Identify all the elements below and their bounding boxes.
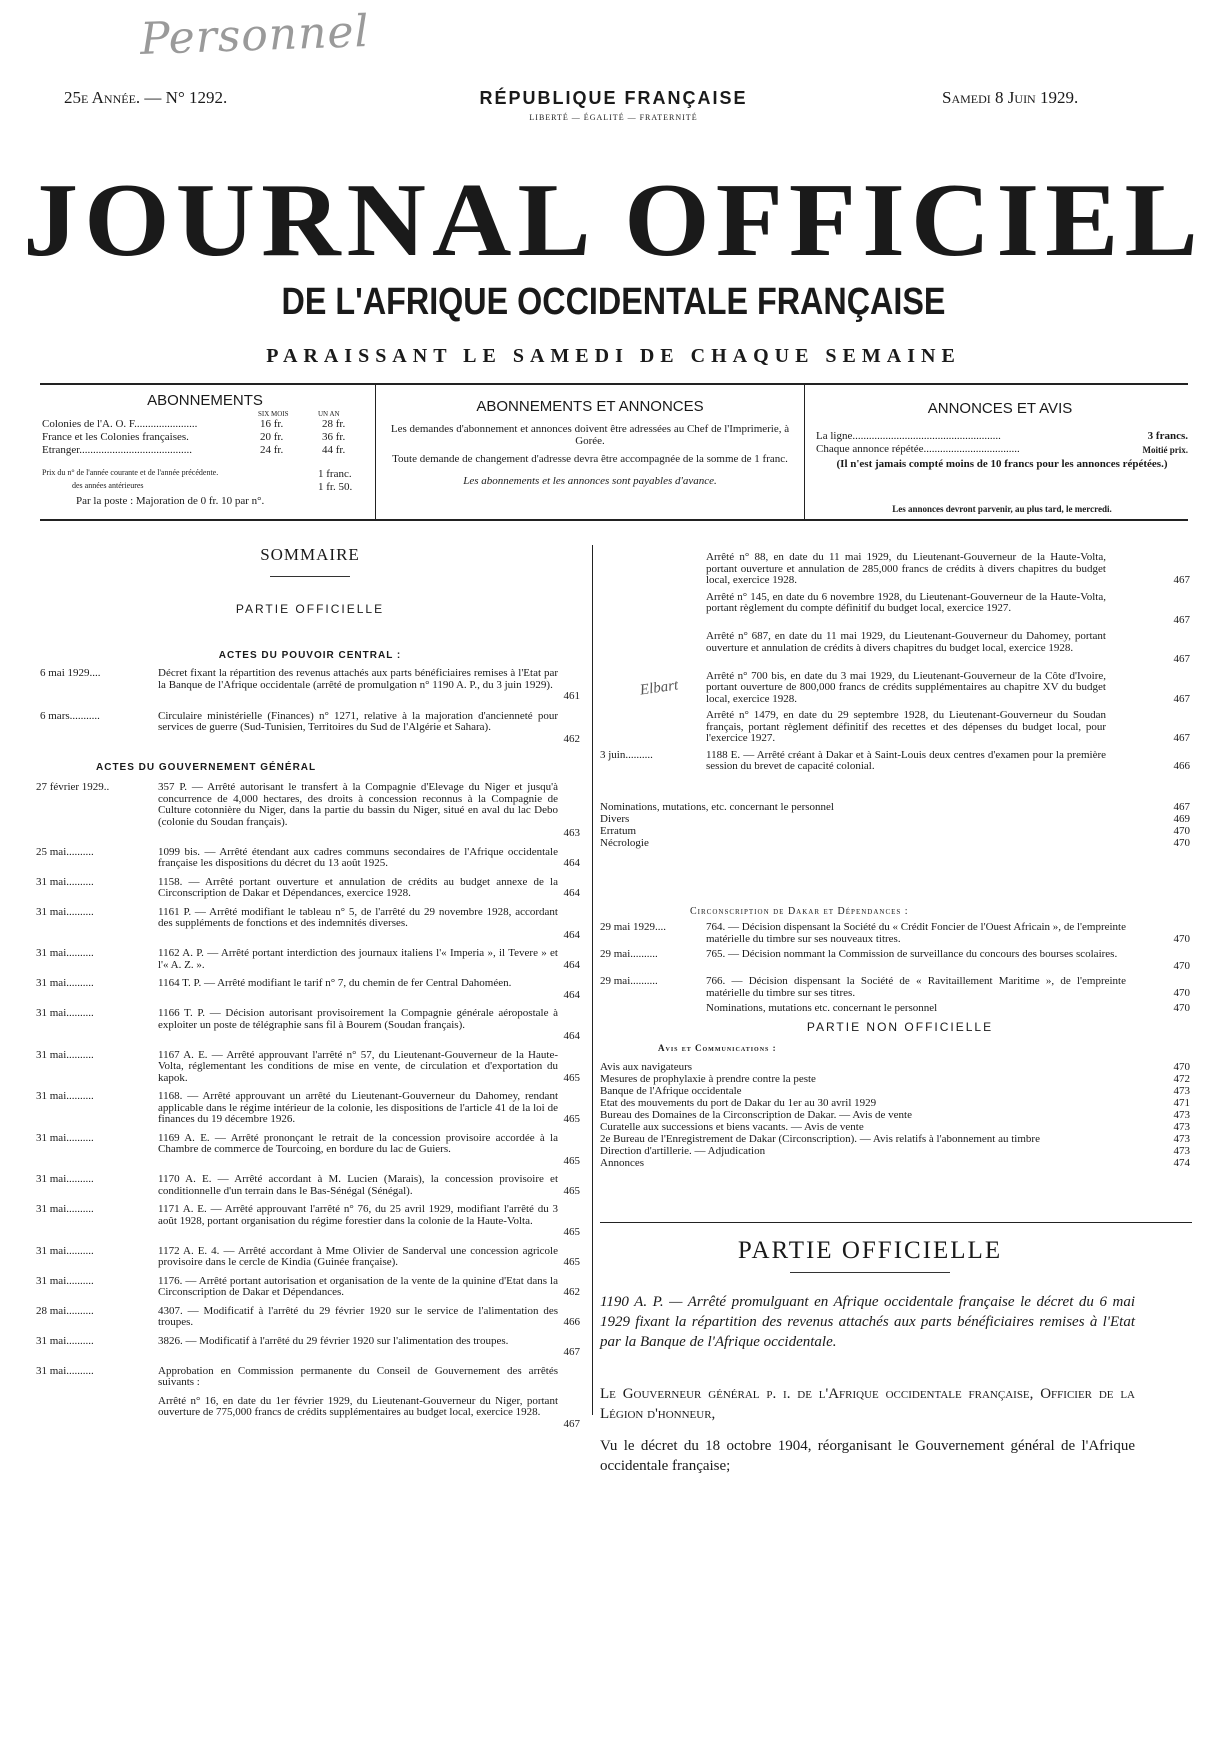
entry-page: 464 bbox=[563, 988, 580, 1001]
entry-text: Arrêté n° 700 bis, en date du 3 mai 1929, du Lieutenant-Gouverneur de la Côte d'Ivoire, portant ouverture de 800,000 francs de crédits supplémentaires au chapitre XV du budget local, exercice 1928. bbox=[706, 669, 1106, 705]
entry-date: 3 juin.......... bbox=[600, 748, 653, 761]
prix-line-2: des années antérieures bbox=[72, 481, 144, 490]
entry-date: 31 mai.......... bbox=[36, 1048, 94, 1061]
entry-page: 469 bbox=[1173, 813, 1190, 825]
tarif-value-1: 3 francs. bbox=[1147, 430, 1188, 442]
misc-entry bbox=[600, 814, 1190, 825]
row-label: Etranger......................................... bbox=[42, 444, 193, 456]
issue-number: 25e Année. — N° 1292. bbox=[64, 88, 228, 107]
row-label: Colonies de l'A. O. F....................... bbox=[42, 418, 198, 430]
general-entry bbox=[36, 1133, 580, 1168]
general-entry bbox=[36, 1174, 580, 1197]
avis-entry bbox=[600, 1062, 1190, 1073]
main-section-rule bbox=[600, 1222, 1192, 1223]
vu-decret-text: Vu le décret du 18 octobre 1904, réorganisant le Gouvernement général de l'Afrique occidentale française; bbox=[600, 1438, 1135, 1474]
entry-text: 1167 A. E. — Arrêté approuvant l'arrêté n° 57, du Lieutenant-Gouverneur de la Haute-Volta, réglementant les conditions de mise en vente, de circulation et d'exportation du kapok. bbox=[158, 1048, 558, 1084]
entry-page: 470 bbox=[1173, 1061, 1190, 1073]
entry-text: 1099 bis. — Arrêté étendant aux cadres communs secondaires de l'Afrique occidentale française les dispositions du décret du 13 août 1925. bbox=[158, 845, 558, 869]
entry-text: Nominations, mutations etc. concernant le personnel bbox=[706, 1002, 938, 1014]
annonces-avis-title: ANNONCES ET AVIS bbox=[927, 400, 1073, 417]
entry-date: 29 mai 1929.... bbox=[600, 921, 666, 933]
tarif-note: (Il n'est jamais compté moins de 10 francs pour les annonces répétées.) bbox=[836, 458, 1168, 470]
entry-label: 2e Bureau de l'Enregistrement de Dakar (Circonscription). — Avis relatifs à l'abonnement au timbre bbox=[600, 1133, 1040, 1145]
entry-page: 467 bbox=[1173, 692, 1190, 705]
abonnement-row bbox=[42, 431, 372, 444]
prix-line-1: Prix du n° de l'année courante et de l'année précédente. bbox=[42, 468, 219, 477]
col-un-an: UN AN bbox=[318, 410, 340, 418]
entry-label: Etat des mouvements du port de Dakar du 1er au 30 avril 1929 bbox=[600, 1097, 877, 1109]
entry-date: 31 mai.......... bbox=[36, 1364, 94, 1377]
entry-page: 470 bbox=[1173, 1002, 1190, 1014]
general-entry bbox=[36, 978, 580, 1001]
entry-label: Curatelle aux successions et biens vacants. — Avis de vente bbox=[600, 1121, 864, 1133]
entry-page: 467 bbox=[1173, 613, 1190, 626]
entry-text: 1172 A. E. 4. — Arrêté accordant à Mme Olivier de Sanderval une concession agricole provisoire dans le cercle de Kindia (Guinée française). bbox=[158, 1244, 558, 1268]
general-entry bbox=[36, 782, 580, 840]
entry-text: Arrêté n° 145, en date du 6 novembre 1928, du Lieutenant-Gouverneur de la Haute-Volta, portant règlement du compte définitif du budget local, exercice 1927. bbox=[706, 590, 1106, 614]
entry-date: 31 mai.......... bbox=[36, 1131, 94, 1144]
general-entry bbox=[36, 1336, 580, 1359]
abonnements-annonces-panel bbox=[380, 398, 800, 487]
entry-page: 473 bbox=[1173, 1085, 1190, 1097]
entry-page: 470 bbox=[1173, 932, 1190, 945]
entry-date: 31 mai.......... bbox=[36, 1274, 94, 1287]
entry-page: 470 bbox=[1173, 986, 1190, 999]
general-entry bbox=[36, 1366, 580, 1389]
entry-text: 766. — Décision dispensant la Société de « Ravitaillement Maritime », de l'empreinte matérielle du timbre sur ses titres. bbox=[706, 975, 1126, 999]
entry-text: 1169 A. E. — Arrêté prononçant le retrait de la concession provisoire accordée à la Chambre de commerce de Tourcoing, en bordure du lac de Guiers. bbox=[158, 1131, 558, 1155]
entry-text: 1166 T. P. — Décision autorisant provisoirement la Compagnie générale aéropostale à exploiter un poste de télégraphie sans fil à Bourem (Soudan français). bbox=[158, 1007, 558, 1031]
avis-entry bbox=[600, 1074, 1190, 1085]
entry-text: 357 P. — Arrêté autorisant le transfert à la Compagnie d'Elevage du Niger et jusqu'à concurrence de 4,000 hectares, des droits à concession reconnus à la Compagnie de Culture cotonnière du Niger, dans la partie du bassin du Niger, situé en aval du lac Debo (colonie du Soudan français). bbox=[158, 781, 558, 828]
entry-page: 465 bbox=[563, 1184, 580, 1197]
panel-text-3: Les abonnements et les annonces sont payables d'avance. bbox=[463, 475, 717, 487]
tarif-footer: Les annonces devront parvenir, au plus tard, le mercredi. bbox=[892, 504, 1112, 514]
entry-text: 4307. — Modificatif à l'arrêté du 29 février 1920 sur le service de l'alimentation des troupes. bbox=[158, 1304, 558, 1328]
row-six: 20 fr. bbox=[260, 431, 284, 443]
general-entry bbox=[36, 1008, 580, 1043]
circ-entry bbox=[600, 922, 1190, 945]
right-entry bbox=[600, 552, 1190, 587]
entry-text: 1176. — Arrêté portant autorisation et organisation de la vente de la quinine d'Etat dans la Circonscription de Dakar et Dépendances. bbox=[158, 1274, 558, 1298]
misc-entry bbox=[600, 802, 1190, 813]
entry-label: Mesures de prophylaxie à prendre contre la peste bbox=[600, 1073, 816, 1085]
entry-date: 25 mai.......... bbox=[36, 845, 94, 858]
panel-text-2: Toute demande de changement d'adresse devra être accompagnée de la somme de 1 franc. bbox=[392, 453, 788, 465]
margin-note: Elbart bbox=[639, 677, 680, 699]
entry-date: 27 février 1929.. bbox=[36, 781, 110, 793]
general-entry bbox=[36, 1050, 580, 1085]
row-an: 28 fr. bbox=[322, 418, 346, 430]
entry-date: 31 mai.......... bbox=[36, 1007, 94, 1019]
general-entry bbox=[36, 1306, 580, 1329]
general-entry bbox=[36, 1246, 580, 1269]
panel-text-1: Les demandes d'abonnement et annonces doivent être adressées au Chef de l'Imprimerie, à Gorée. bbox=[390, 423, 790, 447]
avis-entry bbox=[600, 1122, 1190, 1133]
entry-page: 470 bbox=[1173, 959, 1190, 972]
entry-page: 467 bbox=[1173, 653, 1190, 665]
entry-text: 764. — Décision dispensant la Société du « Crédit Foncier de l'Ouest Africain », de l'empreinte matérielle du timbre sur ses nouveaux titres. bbox=[706, 921, 1126, 945]
entry-label: Banque de l'Afrique occidentale bbox=[600, 1085, 742, 1097]
motto: LIBERTÉ — ÉGALITÉ — FRATERNITÉ bbox=[529, 113, 698, 122]
entry-date: 31 mai.......... bbox=[36, 1173, 94, 1185]
entry-page: 473 bbox=[1173, 1109, 1190, 1121]
general-entry bbox=[36, 1204, 580, 1239]
entry-page: 470 bbox=[1173, 837, 1190, 849]
entry-text: 1168. — Arrêté approuvant un arrêté du Lieutenant-Gouverneur du Dahomey, rendant applicable dans le régime intérieur de la colonie, les dispositions de l'article 41 de la loi de finances du 19 décembre 1926. bbox=[158, 1090, 558, 1125]
box-divider-2 bbox=[804, 385, 805, 519]
annonces-avis-panel bbox=[812, 400, 1188, 514]
avis-entry bbox=[600, 1146, 1190, 1157]
republic-heading: RÉPUBLIQUE FRANÇAISE bbox=[479, 88, 748, 108]
arrete-1190-text: 1190 A. P. — Arrêté promulguant en Afrique occidentale française le décret du 6 mai 1929 fixant la répartition des revenus attachés aux parts bénéficiaires remises à l'Etat par la Banque de l'Afrique occidentale. bbox=[600, 1294, 1135, 1350]
entry-page: 464 bbox=[563, 887, 580, 899]
tarif-line-2: Chaque annonce répétée................................... bbox=[816, 443, 1020, 455]
partie-officielle-heading: PARTIE OFFICIELLE bbox=[235, 602, 385, 616]
poste-note: Par la poste : Majoration de 0 fr. 10 par n°. bbox=[76, 495, 265, 507]
right-entry bbox=[600, 592, 1190, 627]
right-entry bbox=[600, 710, 1190, 745]
right-entry bbox=[600, 750, 1190, 773]
tarif-line-1: La ligne...................................................... bbox=[816, 430, 1001, 442]
entry-text: Circulaire ministérielle (Finances) n° 1271, relative à la majoration d'ancienneté pour services de guerre (Sud-Tunisien, Territoires du Sud de l'Algérie et Sahara). bbox=[158, 709, 558, 733]
entry-text: 1170 A. E. — Arrêté accordant à M. Lucien (Marais), la concession provisoire et conditionnelle d'un terrain dans le Bas-Sénégal (Sénégal). bbox=[158, 1173, 558, 1197]
actes-central-heading: ACTES DU POUVOIR CENTRAL : bbox=[218, 650, 402, 661]
entry-label: Avis aux navigateurs bbox=[600, 1061, 693, 1073]
entry-text: 3826. — Modificatif à l'arrêté du 29 février 1920 sur l'alimentation des troupes. bbox=[158, 1334, 509, 1347]
sommaire-title: SOMMAIRE bbox=[260, 545, 360, 564]
entry-text: Approbation en Commission permanente du Conseil de Gouvernement des arrêtés suivants : bbox=[158, 1364, 558, 1388]
tarif-value-2: Moitié prix. bbox=[1142, 445, 1188, 455]
row-an: 36 fr. bbox=[322, 431, 346, 443]
entry-page: 473 bbox=[1173, 1145, 1190, 1157]
entry-date: 6 mars........... bbox=[40, 709, 100, 722]
box-top-rule bbox=[40, 383, 1188, 385]
entry-page: 472 bbox=[1173, 1073, 1190, 1085]
tagline: PARAISSANT LE SAMEDI DE CHAQUE SEMAINE bbox=[266, 345, 961, 367]
circ-entry bbox=[600, 1003, 1190, 1015]
prix-value-1: 1 franc. bbox=[318, 468, 352, 480]
entry-date: 28 mai.......... bbox=[36, 1304, 94, 1317]
circ-entry bbox=[600, 949, 1190, 972]
entry-page: 467 bbox=[1173, 801, 1190, 813]
entry-page: 463 bbox=[563, 827, 580, 839]
issue-date: Samedi 8 Juin 1929. bbox=[942, 88, 1079, 107]
entry-text: 1161 P. — Arrêté modifiant le tableau n° 5, de l'arrêté du 29 novembre 1928, accordant des suppléments de fonctions et des indemnités diverses. bbox=[158, 905, 558, 929]
row-six: 16 fr. bbox=[260, 418, 284, 430]
entry-label: Nécrologie bbox=[600, 837, 649, 849]
entry-date: 31 mai.......... bbox=[36, 947, 94, 959]
entry-page: 465 bbox=[563, 1113, 580, 1125]
col-six-mois: SIX MOIS bbox=[258, 410, 289, 418]
abonnement-row bbox=[42, 418, 372, 431]
entry-date: 29 mai.......... bbox=[600, 948, 658, 960]
entry-label: Annonces bbox=[600, 1157, 644, 1169]
entry-date: 31 mai.......... bbox=[36, 1090, 94, 1102]
entry-page: 464 bbox=[563, 1030, 580, 1042]
actes-general-heading: ACTES DU GOUVERNEMENT GÉNÉRAL bbox=[96, 762, 317, 773]
box-divider-1 bbox=[375, 385, 376, 519]
entry-text: Décret fixant la répartition des revenus attachés aux parts bénéficiaires remises à l'Etat par la Banque de l'Afrique occidentale (arrêté de promulgation n° 1190 A. P., du 3 juin 1929). bbox=[158, 667, 558, 691]
entry-date: 6 mai 1929.... bbox=[40, 667, 101, 679]
central-entry bbox=[40, 668, 580, 703]
column-divider bbox=[592, 545, 593, 1415]
entry-date: 31 mai.......... bbox=[36, 875, 94, 888]
partie-officielle-main-title: PARTIE OFFICIELLE bbox=[737, 1237, 1003, 1264]
circonscription-heading: Circonscription de Dakar et Dépendances : bbox=[690, 906, 909, 917]
right-entry bbox=[600, 671, 1190, 706]
entry-page: 465 bbox=[563, 1071, 580, 1084]
entry-date: 31 mai.......... bbox=[36, 905, 94, 918]
avis-entry bbox=[600, 1086, 1190, 1097]
general-entry bbox=[36, 907, 580, 942]
general-entry bbox=[36, 948, 580, 971]
row-an: 44 fr. bbox=[322, 444, 346, 456]
entry-page: 467 bbox=[563, 1417, 580, 1430]
avis-entry bbox=[600, 1134, 1190, 1145]
journal-title: JOURNAL OFFICIEL bbox=[23, 162, 1204, 278]
right-entry bbox=[600, 631, 1190, 666]
central-entry bbox=[40, 711, 580, 746]
entry-label: Divers bbox=[600, 813, 630, 825]
entry-page: 465 bbox=[563, 1256, 580, 1268]
general-entry bbox=[36, 877, 580, 900]
entry-text: 1162 A. P. — Arrêté portant interdiction des journaux italiens l'« Imperia », il Tevere » et l'« A. Z. ». bbox=[158, 947, 558, 971]
row-six: 24 fr. bbox=[260, 444, 284, 456]
entry-page: 461 bbox=[563, 690, 580, 702]
entry-text: 765. — Décision nommant la Commission de surveillance du concours des bourses scolaires. bbox=[706, 948, 1118, 960]
abonnements-annonces-title: ABONNEMENTS ET ANNONCES bbox=[476, 398, 704, 415]
entry-page: 466 bbox=[1173, 760, 1190, 772]
box-bottom-rule bbox=[40, 519, 1188, 521]
entry-page: 467 bbox=[563, 1346, 580, 1358]
general-entry bbox=[36, 1396, 580, 1431]
entry-date: 31 mai.......... bbox=[36, 1203, 94, 1215]
general-entry bbox=[36, 1276, 580, 1299]
general-entry bbox=[36, 1091, 580, 1126]
main-title-rule bbox=[790, 1272, 950, 1273]
entry-page: 465 bbox=[563, 1154, 580, 1167]
handwritten-annotation: Personnel bbox=[139, 6, 371, 65]
entry-page: 462 bbox=[563, 732, 580, 745]
misc-entry bbox=[600, 826, 1190, 837]
entry-page: 464 bbox=[563, 928, 580, 941]
journal-subtitle: DE L'AFRIQUE OCCIDENTALE FRANÇAISE bbox=[281, 281, 946, 323]
prix-value-2: 1 fr. 50. bbox=[318, 481, 353, 493]
avis-heading: Avis et Communications : bbox=[658, 1043, 777, 1053]
entry-page: 462 bbox=[563, 1286, 580, 1298]
avis-entry bbox=[600, 1158, 1190, 1169]
entry-page: 473 bbox=[1173, 1133, 1190, 1145]
misc-entry bbox=[600, 838, 1190, 849]
entry-page: 474 bbox=[1173, 1157, 1190, 1169]
sommaire-rule bbox=[270, 576, 350, 577]
entry-text: 1164 T. P. — Arrêté modifiant le tarif n° 7, du chemin de fer Central Dahoméen. bbox=[158, 977, 512, 989]
general-entry bbox=[36, 847, 580, 870]
entry-text: Arrêté n° 687, en date du 11 mai 1929, du Lieutenant-Gouverneur du Dahomey, portant ouverture et annulation de crédits à divers chapitres du budget local, exercice 1928. bbox=[706, 630, 1106, 654]
entry-date: 31 mai.......... bbox=[36, 1334, 94, 1347]
entry-label: Erratum bbox=[600, 825, 637, 837]
entry-page: 466 bbox=[563, 1316, 580, 1328]
abonnement-row bbox=[42, 444, 372, 457]
abonnements-panel bbox=[40, 392, 370, 507]
entry-text: 1158. — Arrêté portant ouverture et annulation de crédits au budget annexe de la Circonscription de Dakar et Dépendances, exercice 1928. bbox=[158, 875, 558, 899]
entry-page: 465 bbox=[563, 1226, 580, 1238]
entry-page: 473 bbox=[1173, 1121, 1190, 1133]
entry-text: Arrêté n° 1479, en date du 29 septembre 1928, du Lieutenant-Gouverneur du Soudan français, portant règlement définitif des recettes et des dépenses du budget local, pour l'exercice 1927. bbox=[706, 709, 1106, 744]
entry-page: 470 bbox=[1173, 825, 1190, 837]
entry-page: 467 bbox=[1173, 732, 1190, 744]
entry-text: Arrêté n° 16, en date du 1er février 1929, du Lieutenant-Gouverneur du Niger, portant ouverture de 775,000 francs de crédits supplémentaires au budget local, exercice 1928. bbox=[158, 1394, 558, 1418]
entry-page: 471 bbox=[1173, 1097, 1190, 1109]
entry-text: 1171 A. E. — Arrêté approuvant l'arrêté n° 76, du 25 avril 1929, modifiant l'arrêté du 3 août 1928, portant organisation du régime forestier dans la colonie de la Haute-Volta. bbox=[158, 1203, 558, 1227]
gouverneur-text: Le Gouverneur général p. i. de l'Afrique occidentale française, Officier de la Légion d'honneur, bbox=[600, 1386, 1135, 1422]
abonnements-title: ABONNEMENTS bbox=[147, 392, 263, 409]
row-label: France et les Colonies françaises. bbox=[42, 431, 189, 443]
entry-date: 29 mai.......... bbox=[600, 975, 658, 987]
entry-page: 467 bbox=[1173, 574, 1190, 586]
partie-non-officielle-heading: PARTIE NON OFFICIELLE bbox=[806, 1020, 994, 1034]
entry-text: 1188 E. — Arrêté créant à Dakar et à Saint-Louis deux centres d'examen pour la première session du brevet de capacité colonial. bbox=[706, 748, 1106, 772]
entry-date: 31 mai.......... bbox=[36, 1244, 94, 1257]
entry-label: Nominations, mutations, etc. concernant le personnel bbox=[600, 801, 834, 813]
entry-page: 464 bbox=[563, 958, 580, 971]
entry-label: Direction d'artillerie. — Adjudication bbox=[600, 1145, 766, 1157]
entry-date: 31 mai.......... bbox=[36, 977, 94, 989]
entry-label: Bureau des Domaines de la Circonscription de Dakar. — Avis de vente bbox=[600, 1109, 912, 1121]
entry-page: 464 bbox=[563, 857, 580, 869]
circ-entry bbox=[600, 976, 1190, 999]
entry-text: Arrêté n° 88, en date du 11 mai 1929, du Lieutenant-Gouverneur de la Haute-Volta, portant ouverture et annulation de 285,000 francs de crédits à divers chapitres du budget local, exercice 1928. bbox=[706, 551, 1106, 586]
avis-entry bbox=[600, 1098, 1190, 1109]
avis-entry bbox=[600, 1110, 1190, 1121]
